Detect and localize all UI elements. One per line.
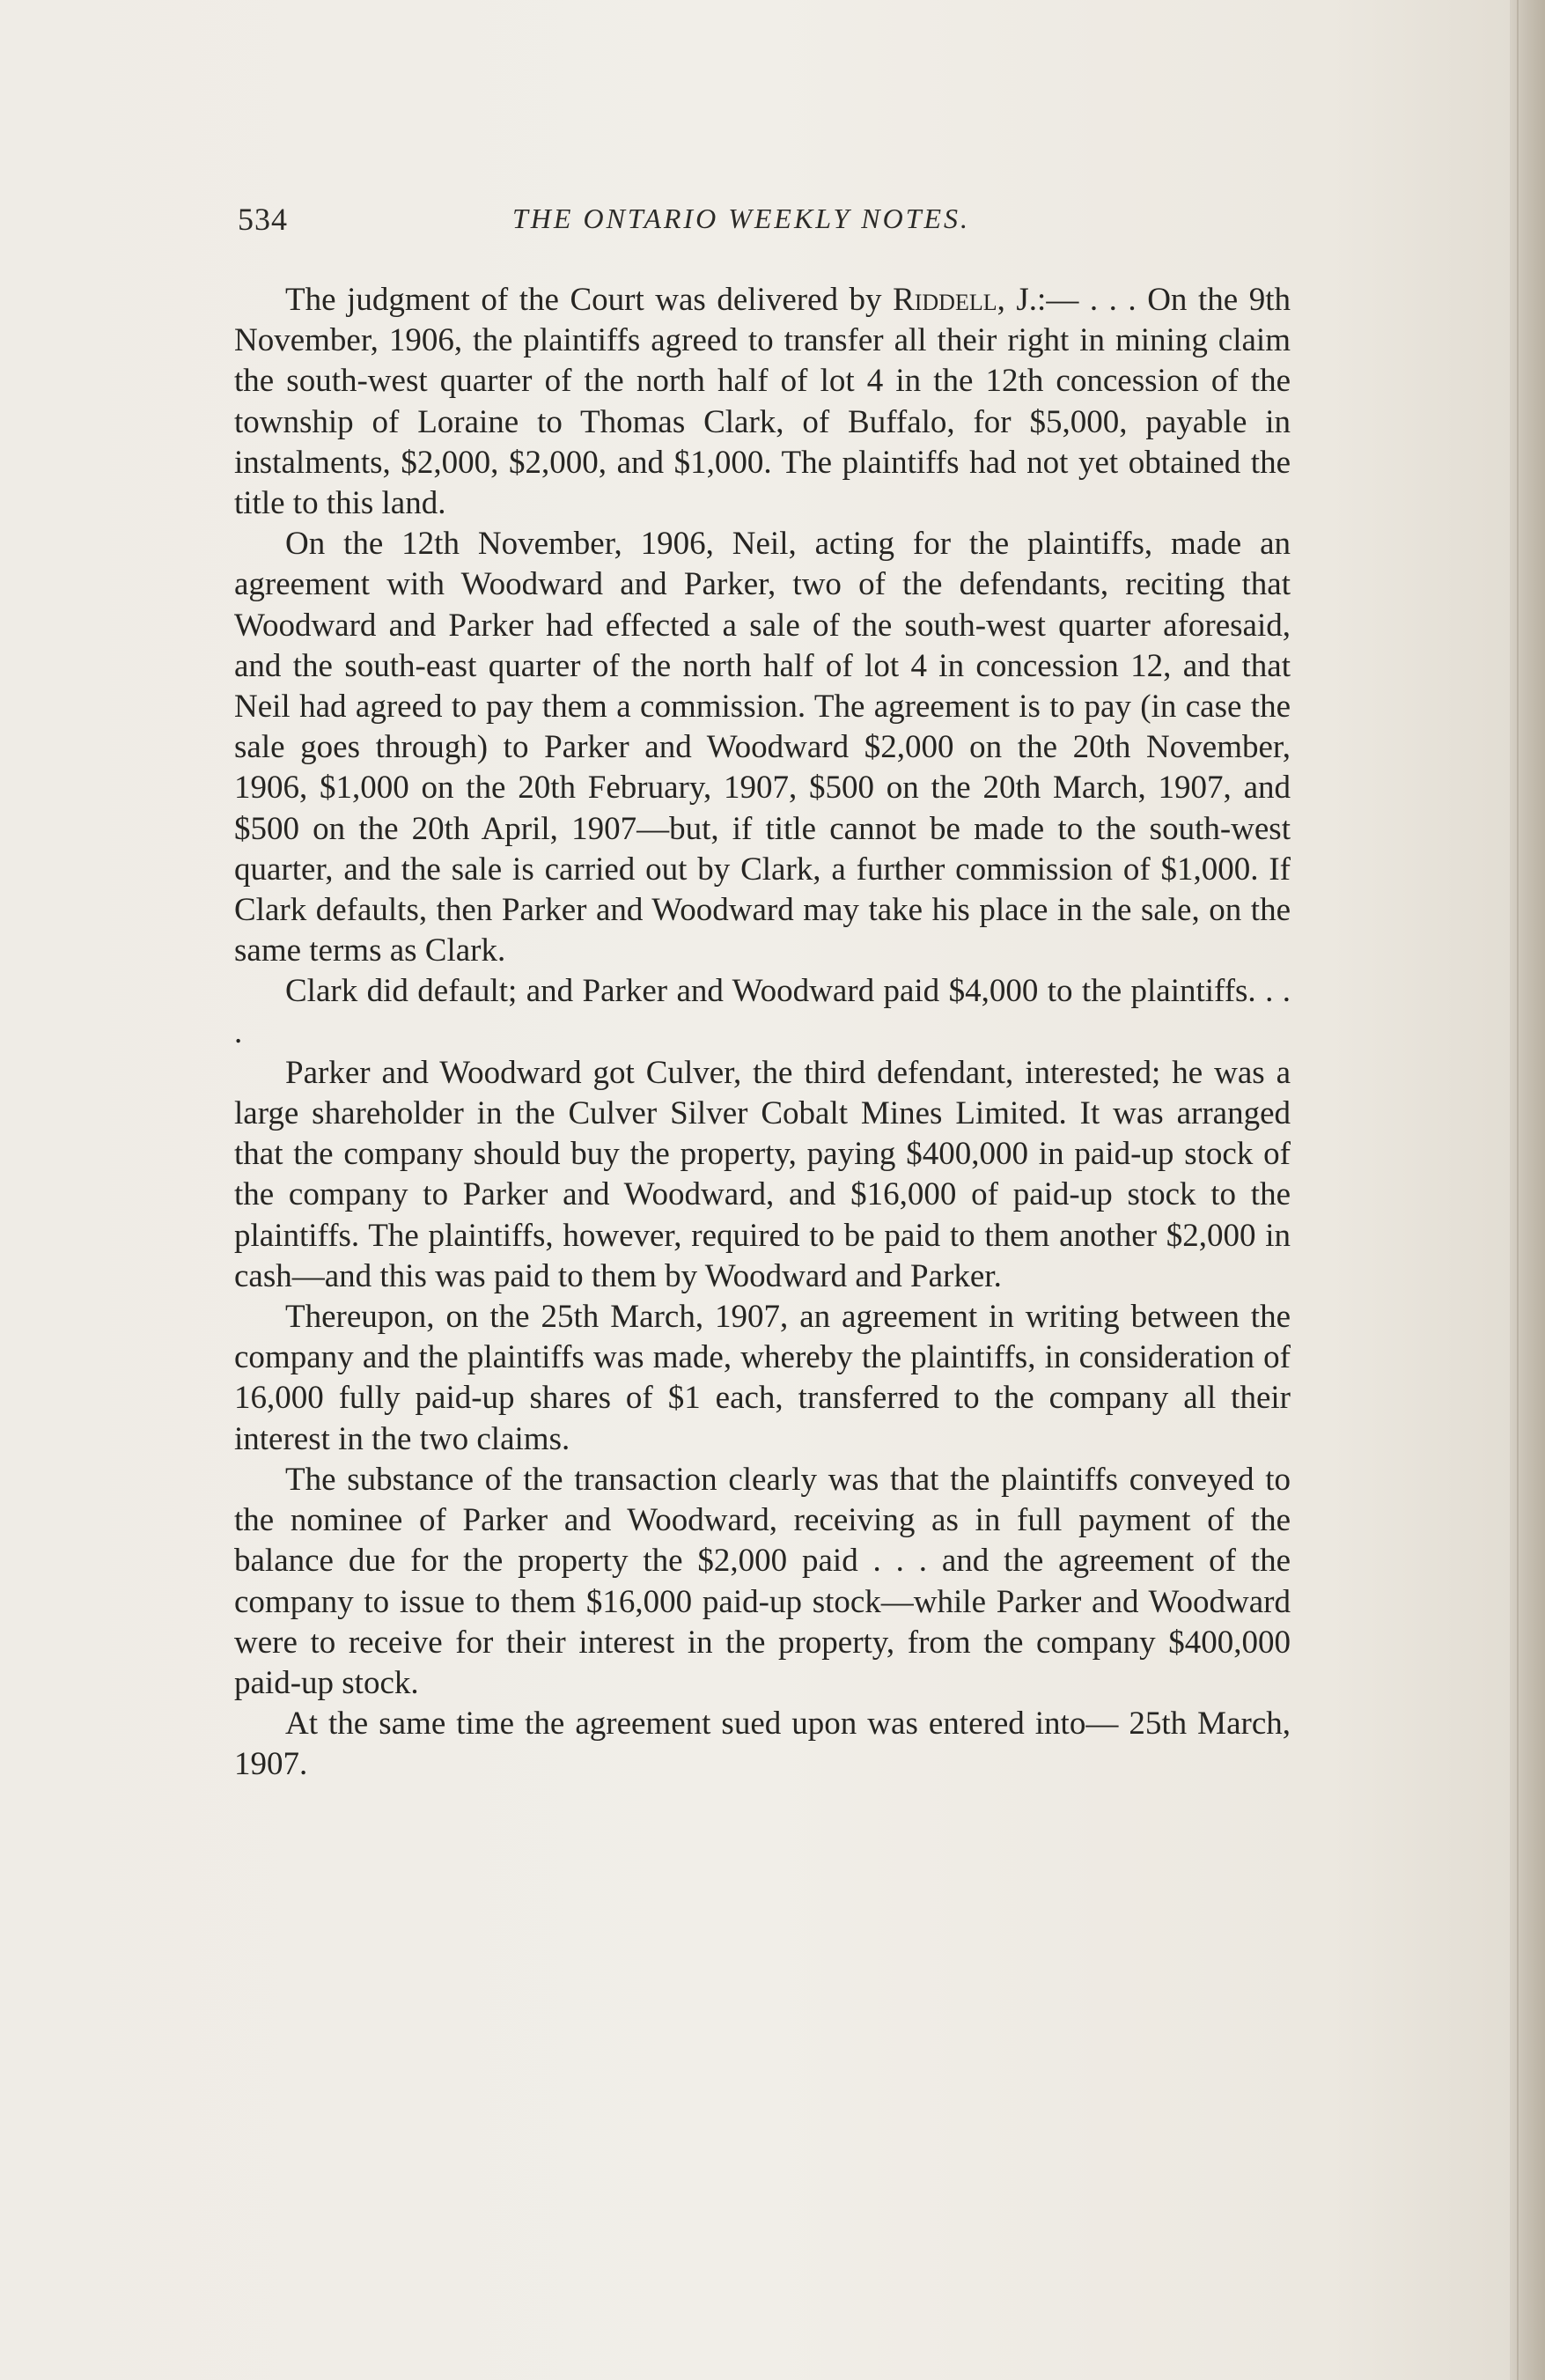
paragraph-sued-upon: At the same time the agreement sued upon was entered into— 25th March, 1907. xyxy=(234,1706,1291,1783)
paragraph-text: , J.:— . . . On the 9th November, 1906, the plaintiffs agreed to transfer all their right in mining claim the south-west quarter of the north half of lot 4 in the 12th concession of the township of Loraine to Thomas Clark, of Buffalo, for $5,000, payable in instalments, $2,000, $2,000, and $1,000. The plaintiffs had not yet obtained the title to this land. xyxy=(234,282,1291,522)
paragraph-written-agreement: Thereupon, on the 25th March, 1907, an agreement in writing between the company and the plaintiffs was made, whereby the plaintiffs, in consideration of 16,000 fully paid-up shares of $1 each, transferred to the company all their interest in the two claims. xyxy=(234,1299,1291,1457)
paragraph-culver: Parker and Woodward got Culver, the third defendant, interested; he was a large shareholder in the Culver Silver Cobalt Mines Limited. It was arranged that the company should buy the property, paying $400,000 in paid-up stock of the company to Parker and Woodward, and $16,000 of paid-up stock to the plaintiffs. The plaintiffs, however, required to be paid to them another $2,000 in cash—and this was paid to them by Woodward and Parker. xyxy=(234,1054,1291,1294)
paragraph-text: The judgment of the Court was delivered by xyxy=(285,282,894,318)
body-text xyxy=(234,280,1291,1786)
paragraph-agreement: On the 12th November, 1906, Neil, acting for the plaintiffs, made an agreement with Woodward and Parker, two of the defendants, reciting that Woodward and Parker had effected a sale of the south-west quarter aforesaid, and the south-east quarter of the north half of lot 4 in concession 12, and that Neil had agreed to pay them a commission. The agreement is to pay (in case the sale goes through) to Parker and Woodward $2,000 on the 20th November, 1906, $1,000 on the 20th February, 1907, $500 on the 20th March, 1907, and $500 on the 20th April, 1907—but, if title cannot be made to the south-west quarter, and the sale is carried out by Clark, a further commission of $1,000. If Clark defaults, then Parker and Woodward may take his place in the sale, on the same terms as Clark. xyxy=(234,526,1291,969)
running-head: THE ONTARIO WEEKLY NOTES. xyxy=(512,203,971,234)
paragraph-default: Clark did default; and Parker and Woodward paid $4,000 to the plaintiffs. . . . xyxy=(234,973,1291,1050)
paragraph-judgment xyxy=(234,280,1291,524)
judge-name: Riddell xyxy=(893,282,997,318)
page-header xyxy=(238,201,1294,245)
book-spine-edge xyxy=(1510,0,1545,2380)
page-number: 534 xyxy=(238,202,288,237)
paragraph-substance: The substance of the transaction clearly was that the plaintiffs conveyed to the nominee of Parker and Woodward, receiving as in full payment of the balance due for the property the $2,000 paid . . . and the agreement of the company to issue to them $16,000 paid-up stock—while Parker and Woodward were to receive for their interest in the property, from the company $400,000 paid-up stock. xyxy=(234,1461,1291,1701)
